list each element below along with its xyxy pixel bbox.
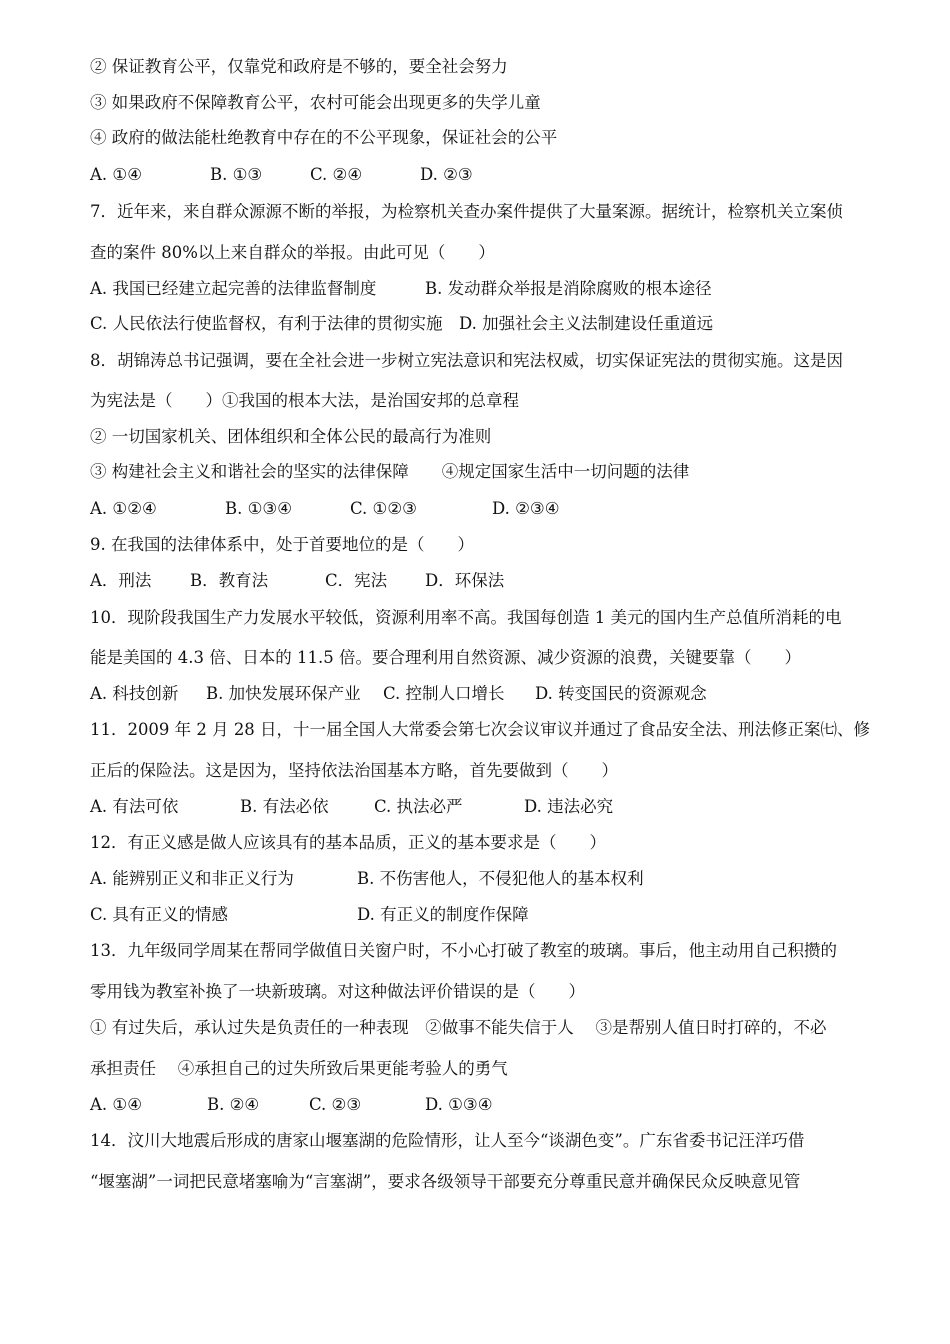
q13-option-c: C. ②③: [309, 1095, 362, 1114]
q11-option-a: A. 有法可依: [90, 797, 179, 816]
q9-option-d: D．环保法: [425, 571, 505, 590]
q11-stem-line-1: 11．2009 年 2 月 28 日，十一届全国人大常委会第七次会议审议并通过了食品安全法、刑法修正案㈦、修: [90, 720, 870, 739]
q7-options-cd: C. 人民依法行使监督权，有利于法律的贯彻实施 D. 加强社会主义法制建设任重道远: [90, 314, 714, 333]
q8-statement-2: ② 一切国家机关、团体组织和全体公民的最高行为准则: [90, 427, 492, 446]
q13-options: [90, 1094, 493, 1116]
q12-stem: 12．有正义感是做人应该具有的基本品质，正义的基本要求是（ ）: [90, 833, 606, 852]
q13-stem-line-1: 13．九年级同学周某在帮同学做值日关窗户时，不小心打破了教室的玻璃。事后，他主动用自己积攒的: [90, 941, 837, 960]
q7-stem-line-2: 查的案件 80%以上来自群众的举报。由此可见（ ）: [90, 243, 495, 262]
q8-stem-line-2: 为宪法是（ ）①我国的根本大法，是治国安邦的总章程: [90, 391, 519, 410]
q6-option-b: B. ①③: [210, 165, 263, 184]
q11-option-c: C. 执法必严: [374, 797, 463, 816]
q9-stem: 9. 在我国的法律体系中，处于首要地位的是（ ）: [90, 535, 474, 554]
q13-option-a: A. ①④: [90, 1095, 142, 1114]
q12-options-cd: [90, 904, 529, 926]
q10-stem-line-2: 能是美国的 4.3 倍、日本的 11.5 倍。要合理利用自然资源、减少资源的浪费，关键要靠（ ）: [90, 648, 801, 667]
q14-stem-line-1: 14．汶川大地震后形成的唐家山堰塞湖的危险情形，让人至今“谈湖色变”。广东省委书记汪洋巧借: [90, 1131, 805, 1150]
q12-options-ab: [90, 868, 644, 890]
q6-statement-3: ③ 如果政府不保障教育公平，农村可能会出现更多的失学儿童: [90, 93, 541, 112]
q7-option-b: B. 发动群众举报是消除腐败的根本途径: [425, 279, 712, 298]
q6-option-a: A. ①④: [90, 165, 142, 184]
q6-option-d: D. ②③: [420, 165, 473, 184]
q6-options: [90, 164, 473, 186]
q10-option-c: C. 控制人口增长: [383, 684, 505, 703]
q8-options: [90, 498, 560, 520]
q9-option-a: A．刑法: [90, 571, 152, 590]
q12-option-a: A. 能辨别正义和非正义行为: [90, 869, 294, 888]
q9-options: [90, 570, 504, 592]
q10-option-a: A. 科技创新: [90, 684, 179, 703]
q10-option-b: B. 加快发展环保产业: [206, 684, 361, 703]
q13-option-b: B. ②④: [207, 1095, 260, 1114]
q10-option-d: D. 转变国民的资源观念: [535, 684, 707, 703]
q13-option-d: D. ①③④: [425, 1095, 493, 1114]
q11-stem-line-2: 正后的保险法。这是因为，坚持依法治国基本方略，首先要做到（ ）: [90, 761, 618, 780]
q7-stem-line-1: 7．近年来，来自群众源源不断的举报，为检察机关查办案件提供了大量案源。据统计，检察机关立案侦: [90, 202, 843, 221]
q7-option-a: A. 我国已经建立起完善的法律监督制度: [90, 279, 377, 298]
q13-statements-line-2: 承担责任 ④承担自己的过失所致后果更能考验人的勇气: [90, 1059, 508, 1078]
q12-option-c: C. 具有正义的情感: [90, 905, 229, 924]
q8-option-b: B. ①③④: [225, 499, 292, 518]
q8-option-c: C. ①②③: [350, 499, 417, 518]
q10-stem-line-1: 10．现阶段我国生产力发展水平较低，资源利用率不高。我国每创造 1 美元的国内生产总值所消耗的电: [90, 608, 842, 627]
q10-options: [90, 683, 707, 705]
q12-option-d: D. 有正义的制度作保障: [357, 905, 529, 924]
q6-option-c: C. ②④: [310, 165, 363, 184]
q11-options: [90, 796, 613, 818]
q8-statement-3-4: ③ 构建社会主义和谐社会的坚实的法律保障 ④规定国家生活中一切问题的法律: [90, 462, 690, 481]
q8-option-d: D. ②③④: [492, 499, 560, 518]
q6-statement-4: ④ 政府的做法能杜绝教育中存在的不公平现象，保证社会的公平: [90, 128, 558, 147]
q6-statement-2: ② 保证教育公平，仅靠党和政府是不够的，要全社会努力: [90, 57, 508, 76]
q8-option-a: A. ①②④: [90, 499, 157, 518]
q14-stem-line-2: “堰塞湖”一词把民意堵塞喻为“言塞湖”，要求各级领导干部要充分尊重民意并确保民众反映意见管: [90, 1172, 801, 1191]
q13-statements-line-1: ① 有过失后，承认过失是负责任的一种表现 ②做事不能失信于人 ③是帮别人值日时打碎的，不必: [90, 1018, 827, 1037]
q11-option-b: B. 有法必依: [240, 797, 329, 816]
q12-option-b: B. 不伤害他人，不侵犯他人的基本权利: [357, 869, 644, 888]
q9-option-c: C．宪法: [325, 571, 388, 590]
q9-option-b: B．教育法: [190, 571, 269, 590]
q13-stem-line-2: 零用钱为教室补换了一块新玻璃。对这种做法评价错误的是（ ）: [90, 982, 585, 1001]
q7-options-ab: [90, 278, 712, 300]
q8-stem-line-1: 8．胡锦涛总书记强调，要在全社会进一步树立宪法意识和宪法权威，切实保证宪法的贯彻实施。这是因: [90, 351, 843, 370]
q11-option-d: D. 违法必究: [524, 797, 614, 816]
